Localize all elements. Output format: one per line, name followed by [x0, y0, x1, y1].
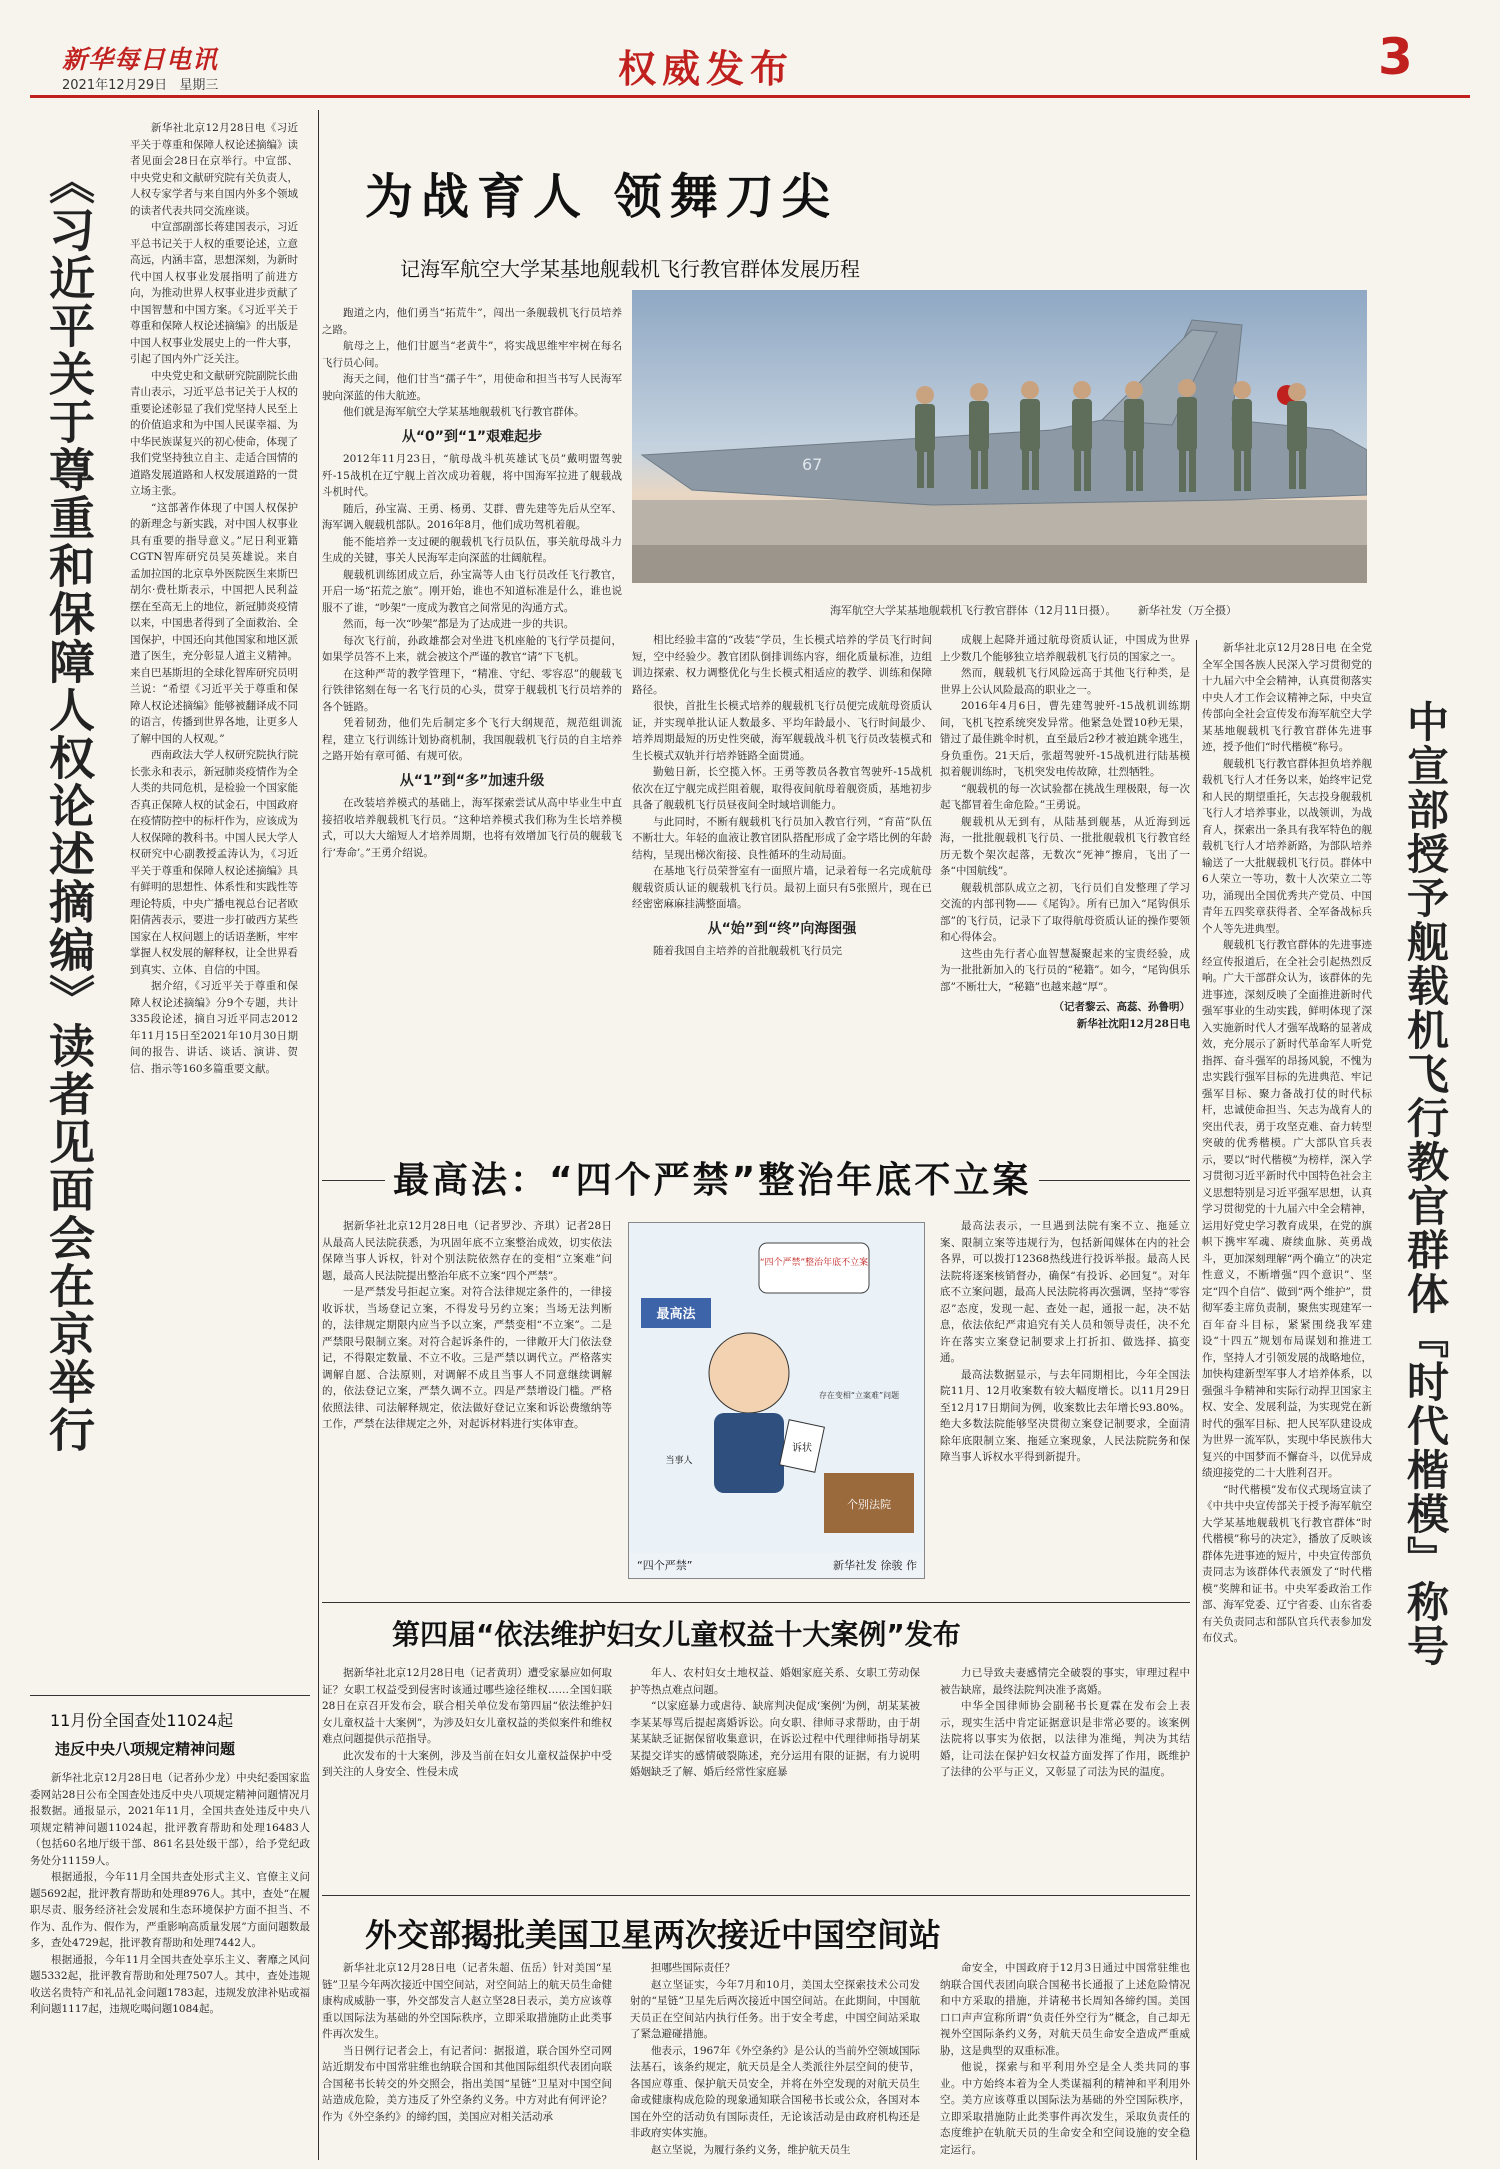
paragraph: 每次飞行前，孙政雄都会对坐进飞机座舱的飞行学员提问，如果学员答不上来，就会被这个严谨的教官“请”下飞机。 — [322, 634, 622, 663]
feature-dateline: 新华社沈阳12月28日电 — [1076, 1017, 1190, 1030]
paragraph: 随着我国自主培养的首批舰载机飞行员完 — [653, 945, 842, 957]
feature-col-1 — [322, 305, 622, 1175]
paragraph: 力已导致夫妻感情完全破裂的事实，审理过程中被告缺席，最终法院判决准予离婚。 — [940, 1667, 1190, 1696]
paragraph: 他表示，1967年《外空条约》是公认的当前外空领域国际法基石，该条约规定，航天员是全人类派往外层空间的使节，各国应尊重、保护航天员安全，并将在外空发现的对航天员生命或健康构成危险的现象通知联合国秘书长或公众，各国对本国在外空的活动负有国际责任，无论该活动是由政府机构还是非政府实体实施。 — [630, 2044, 920, 2139]
cartoon-desk: 个别法院 — [847, 1498, 891, 1511]
court-headline: 最高法：“四个严禁”整治年底不立案 — [385, 1152, 1039, 1203]
paragraph: “时代楷模”发布仪式现场宣读了《中共中央宣传部关于授予海军航空大学某基地舰载机飞行教官群体“时代楷模”称号的决定》，播放了反映该群体先进事迹的短片，中央宣传部负责同志为该群体代表颁发了“时代楷模”奖牌和证书。中央军委政治工作部、海军党委、辽宁省委、山东省委有关负责同志和部队官兵代表参加发布仪式。 — [1202, 1483, 1372, 1644]
right-vertical-rule — [1196, 640, 1197, 2160]
court-col-1 — [322, 1218, 612, 1598]
cartoon-credit: 新华社发 徐骏 作 — [833, 1559, 917, 1572]
paragraph: 勤勉日新，长空揽入怀。王勇等教员各教官驾驶歼-15战机依次在辽宁舰完成拦阻着舰，取得夜间航母着舰资质，基地初步具备了舰载机飞行员昼夜间全时域培训能力。 — [632, 766, 932, 811]
feature-subhead-3: 从“始”到“终”向海图强 — [707, 920, 857, 937]
paragraph: 这些由先行者心血智慧凝聚起来的宝贵经验，成为一批批新加入的飞行员的“秘籍”。如今，“尾钩俱乐部”不断壮大，“秘籍”也越来越“厚”。 — [940, 947, 1190, 993]
paragraph: 航母之上，他们甘愿当“老黄牛”，将实战思维牢牢树在每名飞行员心间。 — [322, 340, 622, 369]
left-box-title: 11月份全国查处11024起 — [50, 1711, 234, 1730]
photo-caption-text: 海军航空大学某基地舰载机飞行教官群体（12月11日摄）。 — [830, 604, 1117, 617]
paragraph: 很快，首批生长模式培养的舰载机飞行员便完成航母资质认证，并实现单批认证人数最多、平均年龄最小、飞行时间最少、培养周期最短的历史性突破，海军舰载战斗机飞行员改装模式和生长模式双轨并行培养链路全面贯通。 — [632, 700, 932, 762]
right-article-body — [1202, 640, 1372, 2160]
paragraph: “以家庭暴力或虐待、缺席判决促成‘案例’为例，胡某某被李某某辱骂后提起离婚诉讼。向女职、律师寻求帮助，由于胡某某缺乏证据保留收集意识，在诉讼过程中代理律师指导胡某某提交详实的感情破裂陈述，充分运用有限的证据，有力说明婚姻缺乏了解、婚后经常性家庭暴 — [630, 1700, 920, 1778]
feature-subhead-1: 从“0”到“1”艰难起步 — [401, 428, 543, 445]
jet-and-pilots-photo — [632, 290, 1367, 583]
paragraph: 舰载机从无到有，从陆基到舰基，从近海到远海，一批批舰载机飞行员、一批批舰载机飞行教官经历无数个架次起落，无数次“死神”擦肩，飞出了一条“中国航线”。 — [940, 815, 1190, 877]
cartoon-illustration — [629, 1223, 924, 1553]
feature-subheadline: 记海军航空大学某基地舰载机飞行教官群体发展历程 — [400, 257, 860, 281]
left-article-body — [130, 120, 298, 1690]
figure-body-icon — [714, 1413, 784, 1493]
paragraph: 舰载机飞行教官群体的先进事迹经宣传报道后，在全社会引起热烈反响。广大干部群众认为，该群体的先进事迹，深刻反映了全面推进新时代强军事业的生动实践，鲜明体现了深入实施新时代人才强军战略的显著成效，充分展示了新时代革命军人听党指挥、奋斗强军的昂扬风貌，不愧为忠实践行强军目标的先进典范、牢记强军目标、聚力备战打仗的时代标杆，忠诚使命担当、矢志为战育人的突出代表，勇于攻坚克难、奋力转型突破的优秀楷模。广大部队官兵表示，要以“时代楷模”为榜样，深入学习贯彻习近平新时代中国特色社会主义思想特别是习近平强军思想，认真学习贯彻党的十九届六中全会精神，运用好党史学习教育成果，在党的旗帜下携牢军魂、赓续血脉、英勇战斗，更加深刻理解“两个确立”的决定性意义，不断增强“四个意识”、坚定“四个自信”、做到“两个维护”，贯彻军委主席负责制，聚焦实现建军一百年奋斗目标，紧紧围绕我军建设“十四五”规划布局谋划和推进工作，坚持人才引领发展的战略地位，加快构建新型军事人才培养体系，以强强斗争精神和实际行动捍卫国家主权、安全、发展利益，为实现党在新时代的强军目标、把人民军队建设成为世界一流军队，实现中华民族伟大复兴的中国梦而不懈奋斗，以优异成绩迎接党的二十大胜利召开。 — [1202, 939, 1372, 1479]
paragraph: 他说，探索与和平利用外空是全人类共同的事业。中方始终本着为全人类谋福利的精神和平利用外空。美方应该尊重以国际法为基础的外空国际秩序，立即采取措施防止此类事件再次发生，采取负责任的态度维护在轨航天员的生命安全和空间设施的安全稳定运行。 — [940, 2061, 1190, 2156]
masthead — [0, 0, 1500, 100]
paragraph: 海天之间，他们甘当“孺子牛”，用使命和担当书写人民海军驶向深蓝的伟大航迹。 — [322, 373, 622, 402]
cartoon-caption: “四个严禁” — [637, 1559, 693, 1572]
paragraph: 他们就是海军航空大学某基地舰载机飞行教官群体。 — [343, 406, 585, 418]
paragraph: 能不能培养一支过硬的舰载机飞行员队伍，事关航母战斗力生成的关键，事关人民海军走向深蓝的壮阔航程。 — [322, 535, 622, 564]
paragraph: 新华社北京12月28日电 在全党全军全国各族人民深入学习贯彻党的十九届六中全会精神，认真贯彻落实中央人才工作会议精神之际，中央宣传部向全社会宣传发布海军航空大学某基地舰载机飞行教官群体先进事迹，授予他们“时代楷模”称号。 — [1202, 642, 1372, 753]
paragraph: 赵立坚说，为履行条约义务，维护航天员生 — [651, 2143, 851, 2156]
paragraph: 然而，舰载机飞行风险远高于其他飞行种类，是世界上公认风险最高的职业之一。 — [940, 667, 1190, 696]
paragraph: 凭着韧劲，他们先后制定多个飞行大纲规范，规范组训流程，建立飞行训练计划协商机制，我国舰载机飞行员的自主培养之路开始有章可循、有规可依。 — [322, 717, 622, 762]
paragraph: 2016年4月6日，曹先建驾驶歼-15战机训练期间，飞机飞控系统突发异常。他紧急处置10秒无果，错过了最佳跳伞时机，直至最后2秒才被迫跳伞逃生，身负重伤。21天后，张超驾驶歼-15战机进行陆基模拟着舰训练时，飞机突发电传故障，壮烈牺牲。 — [940, 700, 1190, 778]
paragraph: 此次发布的十大案例，涉及当前在妇女儿童权益保护中受到关注的人身安全、性侵未成 — [322, 1749, 612, 1778]
court-bottom-rule — [322, 1602, 1190, 1603]
paragraph: 最高法表示，一旦遇到法院有案不立、拖延立案、限制立案等违规行为，包括新闻媒体在内的社会各界，可以拨打12368热线进行投诉举报。最高人民法院将逐案核销督办，确保“有投诉、必回复”。对年底不立案问题，最高人民法院将再次强调，坚持“零容忍”态度，发现一起、查处一起，通报一起，决不姑息，依法依纪严肃追究有关人员和领导责任，决不允许在落实立案登记制要求上打折扣、做选择、搞变通。 — [940, 1220, 1190, 1364]
masthead-rule — [30, 95, 1470, 98]
paragraph: 成舰上起降并通过航母资质认证，中国成为世界上少数几个能够独立培养舰载机飞行员的国家之一。 — [940, 634, 1190, 663]
paragraph: 在这种严苛的教学管理下，“精准、守纪、零容忍”的舰载飞行铁律铭刻在每一名飞行员的心头，贯穿于舰载机飞行员培养的各个链路。 — [322, 667, 622, 713]
photo-credit: 新华社发（万全摄） — [1138, 604, 1237, 617]
left-box-body — [30, 1770, 310, 2160]
women-headline: 第四届“依法维护妇女儿童权益十大案例”发布 — [392, 1618, 961, 1651]
paragraph: 据新华社北京12月28日电（记者黄玥）遭受家暴应如何取证？女职工权益受到侵害时该通过哪些途径维权……全国妇联28日在京召开发布会，联合相关单位发布第四届“依法维护妇女儿童权益十大案例”，为涉及妇女儿童权益的类似案件和维权难点问题提供示范指导。 — [322, 1667, 612, 1745]
page-number: 3 — [1378, 28, 1413, 86]
paragraph: 跑道之内，他们勇当“拓荒牛”，闯出一条舰载机飞行员培养之路。 — [322, 307, 622, 336]
paragraph: 与此同时，不断有舰载机飞行员加入教官行列，“育苗”队伍不断壮大。年轻的血液让教官团队搭配形成了金字塔比例的年龄结构，呈现出梯次衔接、良性循环的生动局面。 — [632, 815, 932, 861]
aircraft-number: 67 — [802, 455, 823, 474]
left-divider — [30, 1695, 310, 1696]
cartoon-bubble: “四个严禁”整治年底不立案 — [759, 1258, 869, 1268]
cartoon-doc1: 诉状 — [792, 1443, 812, 1454]
paragraph: 在改装培养模式的基础上，海军探索尝试从高中毕业生中直接招收培养舰载机飞行员。“这种培养模式我们称为生长培养模式，可以大大缩短人才培养周期，也将有效增加飞行员的舰载飞行‘寿命’。”王勇介绍说。 — [322, 797, 622, 859]
paragraph: 新华社北京12月28日电《习近平关于尊重和保障人权论述摘编》读者见面会28日在京举行。中宣部、中央党史和文献研究院有关负责人，人权专家学者与来自国内外多个领域的读者代表共同交流座谈。 — [130, 122, 298, 217]
left-vertical-title: 《习近平关于尊重和保障人权论述摘编》读者见面会在京举行 — [42, 158, 96, 1454]
women-bottom-rule — [322, 1895, 1190, 1896]
left-box-subtitle: 违反中央八项规定精神问题 — [55, 1740, 236, 1758]
paragraph: 然而，每一次“吵架”都是为了达成进一步的共识。 — [343, 618, 575, 630]
paragraph: 舰载机部队成立之初，飞行员们自发整理了学习交流的内部刊物——《尾钩》。所有已加入“尾钩俱乐部”的飞行员，记录下了取得航母资质认证的操作要领和心得体会。 — [940, 881, 1190, 943]
space-col-2 — [630, 1960, 920, 2160]
paragraph: “这部著作体现了中国人权保护的新理念与新实践，对中国人权事业具有重要的指导意义。”尼日利亚籍CGTN智库研究员吴英雄说。来自孟加拉国的北京阜外医院医生来斯巴胡尔·费杜斯表示，中国把人民利益摆在至高无上的地位，新冠肺炎疫情以来，中国患者得到了全面救治、全国保护，中国还向其他国家和地区派遣了医生，充分彰显人道主义精神。来自巴基斯坦的全球化智库研究员明兰说：“希望《习近平关于尊重和保障人权论述摘编》能够被翻译成不同的语言，传播到世界各地，让更多人了解中国的人权观。” — [130, 501, 298, 745]
paragraph: 随后，孙宝嵩、王勇、杨勇、艾群、曹先建等先后从空军、海军调入舰载机部队。2016年8月，他们成功驾机着舰。 — [322, 502, 622, 531]
paragraph: 舰载机训练团成立后，孙宝嵩等人由飞行员改任飞行教官，开启一场“拓荒之旅”。刚开始，谁也不知道标准是什么，谁也说服不了谁，“吵架”一度成为教官之间常见的沟通方式。 — [322, 568, 622, 614]
newspaper-logo: 新华每日电讯 — [62, 45, 219, 74]
paragraph: 根据通报，今年11月全国共查处享乐主义、奢靡之风问题5332起，批评教育帮助和处理7507人。其中，查处违规收送名贵特产和礼品礼金问题1783起，违规发放津补贴或福利问题1117起，违规吃喝问题1084起。 — [30, 1953, 310, 2015]
feature-headline: 为战育人 领舞刀尖 — [365, 169, 838, 225]
right-vertical-title: 中宣部授予舰载机飞行教官群体『时代楷模』称号 — [1401, 700, 1450, 1668]
paragraph: 舰载机飞行教官群体担负培养舰载机飞行人才任务以来，始终牢记党和人民的期望重托，矢志投身舰载机飞行人才培养事业，以战领训，为战育人，探索出一条具有我军特色的舰载机飞行人才培养新路，为部队培养输送了一大批舰载机飞行员。群体中6人荣立一等功，数十人次荣立二等功，涌现出全国优秀共产党员、中国青年五四奖章获得者、全军备战标兵个人等先进典型。 — [1202, 757, 1372, 935]
paragraph: 2012年11月23日，“航母战斗机英雄试飞员”戴明盟驾驶歼-15战机在辽宁舰上首次成功着舰，将中国海军拉进了舰载战斗机时代。 — [322, 453, 622, 498]
paragraph: 当日例行记者会上，有记者问：据报道，联合国外空司网站近期发布中国常驻维也纳联合国和其他国际组织代表团向联合国秘书长转交的外交照会，指出美国“星链”卫星对中国空间站造成危险，美方违反了外空条约义务。中方对此有何评论？作为《外空条约》的缔约国，美国应对相关活动承 — [322, 2044, 612, 2123]
space-col-3 — [940, 1960, 1190, 2160]
left-vertical-rule — [318, 110, 319, 2160]
issue-date: 2021年12月29日 — [62, 78, 168, 93]
section-title: 权威发布 — [618, 47, 795, 91]
speech-bubble-icon — [759, 1243, 869, 1293]
feature-subhead-2: 从“1”到“多”加速升级 — [399, 772, 545, 789]
paragraph: 新华社北京12月28日电（记者朱超、伍岳）针对美国“星链”卫星今年两次接近中国空间站，对空间站上的航天员生命健康构成威胁一事，外交部发言人赵立坚28日表示，美方应该尊重以国际法为基础的外空国际秩序，立即采取措施防止此类事件再次发生。 — [322, 1962, 612, 2040]
cartoon-tag: 存在变相“立案难”问题 — [818, 1391, 900, 1400]
cartoon-doc2: 当事人 — [665, 1456, 693, 1466]
space-headline: 外交部揭批美国卫星两次接近中国空间站 — [365, 1916, 942, 1954]
feature-col-3 — [940, 632, 1190, 1175]
court-col-2 — [940, 1218, 1190, 1598]
feature-col-2 — [632, 632, 932, 1175]
paragraph: 根据通报，今年11月全国共查处形式主义、官僚主义问题5692起，批评教育帮助和处理8976人。其中，查处“在履职尽责、服务经济社会发展和生态环境保护方面不担当、不作为、乱作为、假作为，严重影响高质量发展”方面问题数最多，查处4729起，批评教育帮助和处理7442人。 — [30, 1871, 310, 1949]
cartoon-sign: 最高法 — [656, 1307, 696, 1322]
paragraph: “舰载机的每一次试验都在挑战生理极限，每一次起飞都冒着生命危险。”王勇说。 — [940, 782, 1190, 811]
paragraph: 赵立坚证实，今年7月和10月，美国太空探索技术公司发射的“星链”卫星先后两次接近中国空间站。在此期间，中国航天员正在空间站内执行任务。出于安全考虑，中国空间站采取了紧急避碰措施。 — [630, 1978, 920, 2040]
paragraph: 年人、农村妇女土地权益、婚姻家庭关系、女职工劳动保护等热点难点问题。 — [630, 1667, 920, 1696]
paragraph: 命安全，中国政府于12月3日通过中国常驻维也纳联合国代表团向联合国秘书长通报了上述危险情况和中方采取的措施，并请秘书长周知各缔约国。美国口口声声宣称所谓“负责任外空行为”概念，自己却无视外空国际条约义务，对航天员生命安全造成严重威胁，这是典型的双重标准。 — [940, 1962, 1190, 2057]
issue-date-line — [62, 74, 218, 93]
women-col-2 — [630, 1665, 920, 1890]
paragraph: 新华社北京12月28日电（记者孙少龙）中央纪委国家监委网站28日公布全国查处违反中央八项规定精神问题情况月报数据。通报显示，2021年11月，全国共查处违反中央八项规定精神问题11024起，批评教育帮助和处理16483人（包括60名地厅级干部、861名县处级干部），给予党纪政务处分11159人。 — [30, 1772, 310, 1867]
cartoon-caption-line — [637, 1557, 917, 1573]
women-col-1 — [322, 1665, 612, 1890]
paragraph: 据新华社北京12月28日电（记者罗沙、齐琪）记者28日从最高人民法院获悉，为巩固年底不立案整治成效，切实依法保障当事人诉权，针对个别法院依然存在的变相“立案难”问题，最高人民法院提出整治年底不立案“四个严禁”。 — [322, 1220, 612, 1282]
face-icon — [709, 1333, 789, 1413]
cartoon — [628, 1222, 925, 1579]
paragraph: 中央党史和文献研究院副院长曲青山表示，习近平总书记关于人权的重要论述彰显了我们党坚持人民至上的价值追求和为中国人民谋幸福、为中华民族谋复兴的初心使命，体现了我们党坚持独立自主、走适合国情的道路发展道路和人权发展道路的一贯立场主张。 — [130, 369, 298, 497]
paragraph: 中华全国律师协会副秘书长夏霖在发布会上表示，现实生活中肯定证据意识是非常必要的。该案例法院将以事实为依据，以法律为准绳，判决为其结婚，让司法在保护妇女权益方面发挥了作用，既维护了法律的公平与正义，又彰显了司法为民的温度。 — [940, 1700, 1190, 1778]
paragraph: 一是严禁发号拒起立案。对符合法律规定条件的，一律接收诉状，当场登记立案，不得发号另约立案；当场无法判断的，法律规定期限内应当予以立案，严禁变相“不立案”。二是严禁限号限制立案。对符合起诉条件的，一律敞开大门依法登记，不得限定数量、不立不收。三是严禁以调代立。严格落实调解自愿、合法原则，对调解不成且当事人不同意继续调解的，依法登记立案，严禁久调不立。四是严禁增设门槛。严格依照法律、司法解释规定，依法做好登记立案和诉讼费缴纳等工作，严禁在法律规定之外，对起诉材料进行实体审查。 — [322, 1286, 612, 1430]
feature-byline: （记者黎云、高蕊、孙鲁明） — [1053, 1001, 1190, 1013]
paragraph: 在基地飞行员荣誉室有一面照片墙，记录着每一名完成航母舰载资质认证的舰载机飞行员。最初上面只有5张照片，现在已经密密麻麻挂满整面墙。 — [632, 865, 932, 910]
paragraph: 相比经验丰富的“改装”学员，生长模式培养的学员飞行时间短，空中经验少。教官团队倒排训练内容，细化质量标准，边组训边探索、权力调整优化与生长模式相适应的教学、训练和保障路径。 — [632, 634, 932, 696]
feature-photo — [632, 290, 1367, 583]
paragraph: 西南政法大学人权研究院执行院长张永和表示，新冠肺炎疫情作为全人类的共同危机，是检验一个国家能否真正保障人权的试金石，中国政府在疫情防控中的标杆作为，应该成为人权保障的教科书。中国人民大学人权研究中心副教授孟涛认为，《习近平关于尊重和保障人权论述摘编》具有鲜明的思想性、体系性和实践性等理论特质，中央广播电视总台记者欧阳倩茜表示，要进一步打破西方某些国家在人权问题上的话语垄断，牢牢掌握人权发展的解释权，让全世界看到真实、立体、自信的中国。 — [130, 749, 298, 976]
paragraph: 担哪些国际责任？ — [651, 1962, 735, 1974]
women-col-3 — [940, 1665, 1190, 1890]
paragraph: 最高法数据显示，与去年同期相比，今年全国法院11月、12月收案数有较大幅度增长。以11月29日至12月17日期间为例，收案数比去年增长93.80%。绝大多数法院能够坚决贯彻立案登记制要求，全面清除年底限制立案、拖延立案现象，人民法院院务和保障当事人诉权水平得到新提升。 — [940, 1368, 1190, 1463]
paragraph: 据介绍，《习近平关于尊重和保障人权论述摘编》分9个专题，共计335段论述，摘自习近平同志2012年11月15日至2021年10月30日期间的报告、讲话、谈话、演讲、贺信、指示等160多篇重要文献。 — [130, 980, 298, 1075]
photo-caption — [830, 602, 1237, 618]
space-col-1 — [322, 1960, 612, 2160]
issue-weekday: 星期三 — [179, 78, 219, 93]
paragraph: 中宣部副部长蒋建国表示，习近平总书记关于人权的重要论述，立意高远，内涵丰富，思想深刻，为新时代中国人权事业发展指明了前进方向，为推动世界人权事业进步贡献了中国智慧和中国方案。《习近平关于尊重和保障人权论述摘编》的出版是中国人权事业发展史上的一件大事，引起了国内外广泛关注。 — [130, 221, 298, 365]
